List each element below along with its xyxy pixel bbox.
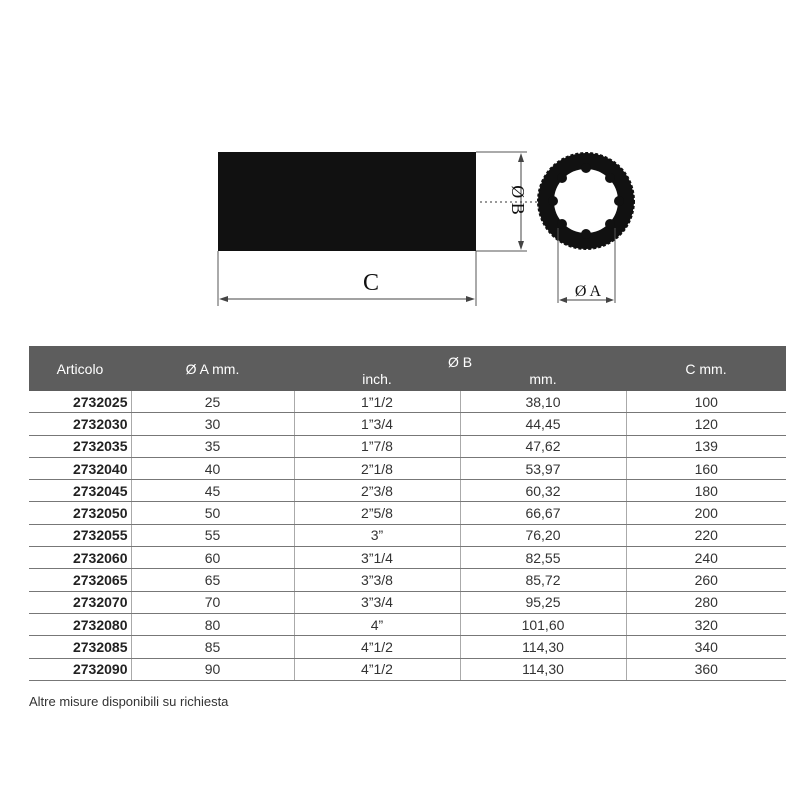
cell-b-inch: 3”3/8: [294, 569, 460, 591]
cell-b-inch: 4”: [294, 613, 460, 635]
table-row: [29, 613, 786, 635]
b-arrow-top: [518, 153, 524, 162]
table-row: [29, 391, 786, 413]
cell-b-mm: 82,55: [460, 547, 626, 569]
cell-b-mm: 44,45: [460, 413, 626, 435]
header-b-group: Ø B: [294, 346, 626, 371]
cell-articolo: 2732090: [29, 658, 131, 680]
a-label: Ø A: [574, 283, 602, 300]
cell-b-mm: 114,30: [460, 658, 626, 680]
table-row: [29, 502, 786, 524]
cell-articolo: 2732050: [29, 502, 131, 524]
cell-b-mm: 38,10: [460, 391, 626, 413]
c-arrow-right: [466, 296, 475, 302]
cell-b-inch: 3”3/4: [294, 591, 460, 613]
table-row: [29, 636, 786, 658]
cell-a: 40: [131, 457, 294, 479]
cell-b-inch: 3”1/4: [294, 547, 460, 569]
cell-articolo: 2732080: [29, 613, 131, 635]
cell-b-mm: 60,32: [460, 480, 626, 502]
cell-articolo: 2732035: [29, 435, 131, 457]
header-b-mm: mm.: [460, 371, 626, 391]
cell-b-inch: 1”3/4: [294, 413, 460, 435]
cell-c: 340: [626, 636, 786, 658]
cell-a: 85: [131, 636, 294, 658]
cell-b-inch: 2”5/8: [294, 502, 460, 524]
cell-b-inch: 3”: [294, 524, 460, 546]
cell-c: 100: [626, 391, 786, 413]
cell-a: 90: [131, 658, 294, 680]
c-label: C: [362, 270, 380, 296]
cell-articolo: 2732085: [29, 636, 131, 658]
a-arrow-left: [559, 297, 567, 303]
cell-articolo: 2732025: [29, 391, 131, 413]
cell-articolo: 2732045: [29, 480, 131, 502]
table-row: [29, 524, 786, 546]
cell-a: 60: [131, 547, 294, 569]
table-body: [29, 391, 786, 680]
cell-b-mm: 114,30: [460, 636, 626, 658]
cell-articolo: 2732040: [29, 457, 131, 479]
b-arrow-bottom: [518, 241, 524, 250]
header-c-mm: C mm.: [626, 346, 786, 391]
cell-a: 70: [131, 591, 294, 613]
cell-c: 240: [626, 547, 786, 569]
cell-b-inch: 1”1/2: [294, 391, 460, 413]
cell-articolo: 2732065: [29, 569, 131, 591]
table-row: [29, 413, 786, 435]
cell-c: 160: [626, 457, 786, 479]
table-row: [29, 457, 786, 479]
table-row: [29, 480, 786, 502]
header-b-inch: inch.: [294, 371, 460, 391]
cell-a: 80: [131, 613, 294, 635]
cell-b-mm: 66,67: [460, 502, 626, 524]
cell-a: 65: [131, 569, 294, 591]
cell-a: 25: [131, 391, 294, 413]
table-header: [29, 346, 786, 391]
header-articolo: Articolo: [29, 346, 131, 391]
cell-b-inch: 4”1/2: [294, 658, 460, 680]
cell-b-mm: 95,25: [460, 591, 626, 613]
cell-c: 280: [626, 591, 786, 613]
end-view-ring: [538, 153, 634, 249]
cell-b-mm: 53,97: [460, 457, 626, 479]
header-a-mm: Ø A mm.: [131, 346, 294, 391]
footnote: Altre misure disponibili su richiesta: [29, 694, 229, 709]
cell-b-inch: 2”1/8: [294, 457, 460, 479]
cell-c: 360: [626, 658, 786, 680]
table-row: [29, 658, 786, 680]
table-row: [29, 435, 786, 457]
table-row: [29, 591, 786, 613]
cell-articolo: 2732055: [29, 524, 131, 546]
cell-c: 320: [626, 613, 786, 635]
cell-b-mm: 85,72: [460, 569, 626, 591]
cell-c: 220: [626, 524, 786, 546]
cell-articolo: 2732070: [29, 591, 131, 613]
b-label: Ø B: [508, 185, 528, 215]
cell-a: 45: [131, 480, 294, 502]
cell-c: 180: [626, 480, 786, 502]
cell-a: 55: [131, 524, 294, 546]
a-arrow-right: [606, 297, 614, 303]
cell-c: 120: [626, 413, 786, 435]
cell-b-inch: 4”1/2: [294, 636, 460, 658]
table-row: [29, 569, 786, 591]
cell-b-inch: 1”7/8: [294, 435, 460, 457]
cell-c: 200: [626, 502, 786, 524]
cell-b-mm: 47,62: [460, 435, 626, 457]
cell-c: 139: [626, 435, 786, 457]
cell-articolo: 2732060: [29, 547, 131, 569]
c-arrow-left: [219, 296, 228, 302]
table-row: [29, 547, 786, 569]
cell-a: 50: [131, 502, 294, 524]
cell-c: 260: [626, 569, 786, 591]
spec-table: [29, 346, 786, 681]
technical-drawing: [0, 0, 800, 330]
side-view-body: [218, 152, 476, 251]
cell-b-inch: 2”3/8: [294, 480, 460, 502]
cell-articolo: 2732030: [29, 413, 131, 435]
cell-b-mm: 76,20: [460, 524, 626, 546]
cell-a: 35: [131, 435, 294, 457]
cell-a: 30: [131, 413, 294, 435]
cell-b-mm: 101,60: [460, 613, 626, 635]
